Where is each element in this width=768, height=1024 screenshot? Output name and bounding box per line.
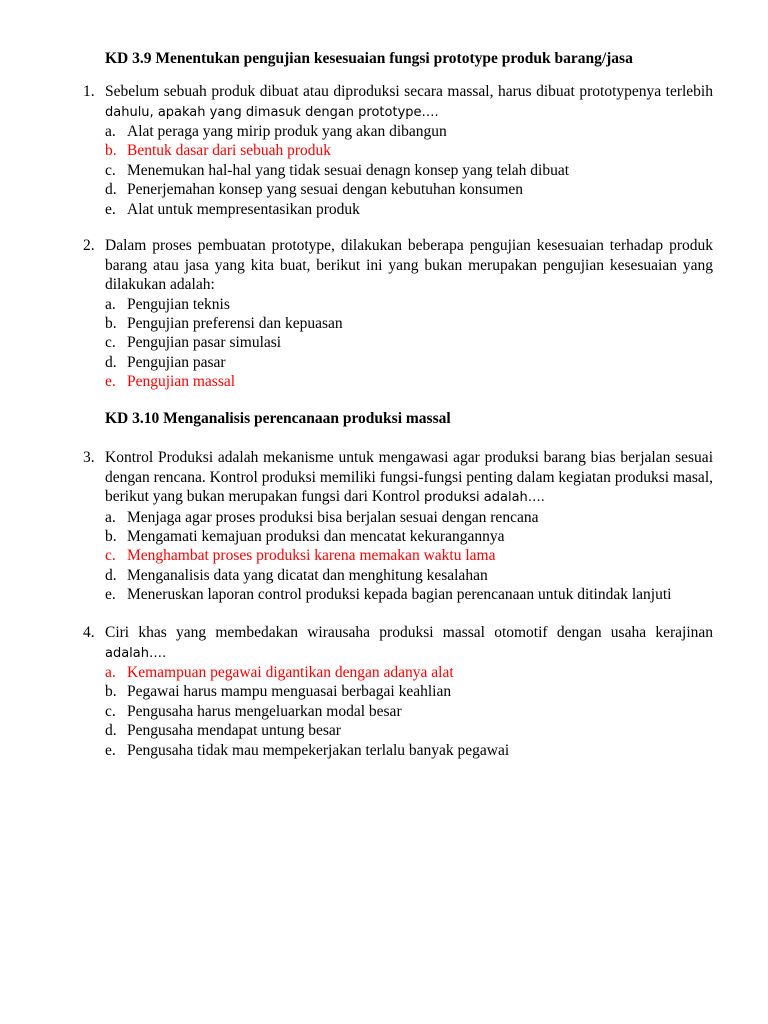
question-1 (0, 82, 768, 219)
option-text: Menemukan hal-hal yang tidak sesuai denagn konsep yang telah dibuat (127, 161, 570, 179)
question-text-serif: Ciri khas yang membedakan wirausaha produksi massal otomotif dengan usaha kerajinan (105, 624, 713, 641)
option-d (105, 353, 768, 372)
option-text: Mengamati kemajuan produksi dan mencatat kekurangannya (127, 527, 505, 545)
option-text: Bentuk dasar dari sebuah produk (127, 142, 332, 160)
option-text: Pengusaha mendapat untung besar (127, 722, 341, 740)
option-a (105, 122, 768, 141)
option-text: Pengujian massal (127, 373, 236, 391)
option-letter: c. (105, 702, 116, 720)
option-letter: d. (105, 353, 117, 371)
option-c (105, 161, 768, 180)
options-list (0, 508, 768, 605)
question-text (105, 623, 713, 663)
option-letter: b. (105, 683, 117, 701)
option-text: Pengusaha tidak mau mempekerjakan terlalu banyak pegawai (127, 741, 510, 759)
question-2 (0, 236, 768, 392)
option-letter: d. (105, 181, 117, 199)
question-number: 2. (83, 237, 95, 254)
option-text: Kemampuan pegawai digantikan dengan adanya alat (127, 664, 454, 681)
option-e (105, 200, 768, 219)
option-text: Menganalisis data yang dicatat dan menghitung kesalahan (127, 566, 488, 584)
question-text-serif: Sebelum sebuah produk dibuat atau diproduksi secara massal, harus dibuat prototypenya terlebih (105, 83, 713, 100)
option-b-correct-answer (105, 141, 768, 160)
option-letter: e. (105, 373, 116, 391)
question-text-serif: Kontrol Produksi adalah mekanisme untuk mengawasi agar produksi barang bias berjalan sesuai dengan rencana. Kontrol produksi memiliki fungsi-fungsi penting dalam kegiatan produksi masal, berikut yang bukan merupakan fungsi dari Kontrol (105, 449, 713, 505)
question-text-serif: Dalam proses pembuatan prototype, dilakukan beberapa pengujian kesesuaian terhadap produk barang atau jasa yang kita buat, berikut ini yang bukan merupakan pengujian kesesuaian yang dilakukan adalah: (105, 237, 713, 293)
option-letter: a. (105, 664, 116, 681)
option-text: Pengujian pasar simulasi (127, 334, 282, 352)
question-text-mono: produksi adalah…. (423, 490, 545, 505)
question-text (105, 236, 713, 295)
option-text: Alat peraga yang mirip produk yang akan dibangun (127, 123, 447, 140)
option-text: Penerjemahan konsep yang sesuai dengan kebutuhan konsumen (127, 181, 524, 199)
option-e-correct-answer (105, 372, 768, 391)
option-letter: b. (105, 527, 117, 545)
option-d (105, 721, 768, 740)
question-3 (0, 448, 768, 605)
option-a-correct-answer (105, 663, 768, 682)
option-d (105, 180, 768, 199)
question-4 (0, 623, 768, 760)
option-letter: e. (105, 586, 116, 604)
options-list (0, 295, 768, 392)
question-number: 3. (83, 449, 95, 466)
option-b (105, 314, 768, 333)
question-text (105, 448, 713, 508)
option-letter: c. (105, 334, 116, 352)
option-d (105, 566, 768, 585)
option-letter: a. (105, 295, 116, 313)
option-letter: d. (105, 722, 117, 740)
option-c-correct-answer (105, 546, 768, 565)
question-text (105, 82, 713, 122)
question-number: 4. (83, 624, 95, 641)
option-text: Pengujian preferensi dan kepuasan (127, 314, 343, 332)
option-e (105, 585, 768, 604)
option-text: Pegawai harus mampu menguasai berbagai keahlian (127, 683, 452, 701)
option-c (105, 333, 768, 352)
option-letter: d. (105, 566, 117, 584)
option-text: Meneruskan laporan control produksi kepada bagian perencanaan untuk ditindak lanjuti (127, 586, 672, 604)
option-letter: c. (105, 547, 116, 565)
option-a (105, 508, 768, 527)
option-b (105, 527, 768, 546)
options-list (0, 122, 768, 219)
option-letter: b. (105, 314, 117, 332)
question-text-mono: dahulu, apakah yang dimasuk dengan prototype…. (105, 104, 439, 120)
question-number: 1. (83, 83, 95, 100)
options-list (0, 663, 768, 760)
option-a (105, 295, 768, 314)
option-letter: e. (105, 741, 116, 759)
option-text: Pengujian teknis (127, 295, 230, 313)
option-e (105, 741, 768, 760)
option-b (105, 682, 768, 701)
option-letter: e. (105, 200, 116, 218)
option-text: Pengujian pasar (127, 353, 226, 371)
question-text-mono: adalah…. (105, 645, 167, 661)
option-letter: a. (105, 123, 116, 140)
section-heading-kd-3-10: KD 3.10 Menganalisis perencanaan produksi massal (105, 410, 451, 427)
section-heading-kd-3-9: KD 3.9 Menentukan pengujian kesesuaian fungsi prototype produk barang/jasa (105, 50, 633, 67)
option-text: Pengusaha harus mengeluarkan modal besar (127, 702, 402, 720)
option-text: Menjaga agar proses produksi bisa berjalan sesuai dengan rencana (127, 508, 539, 526)
option-c (105, 702, 768, 721)
option-letter: b. (105, 142, 117, 160)
option-letter: a. (105, 508, 116, 526)
option-text: Menghambat proses produksi karena memakan waktu lama (127, 547, 496, 565)
option-text: Alat untuk mempresentasikan produk (127, 200, 360, 218)
option-letter: c. (105, 161, 116, 179)
